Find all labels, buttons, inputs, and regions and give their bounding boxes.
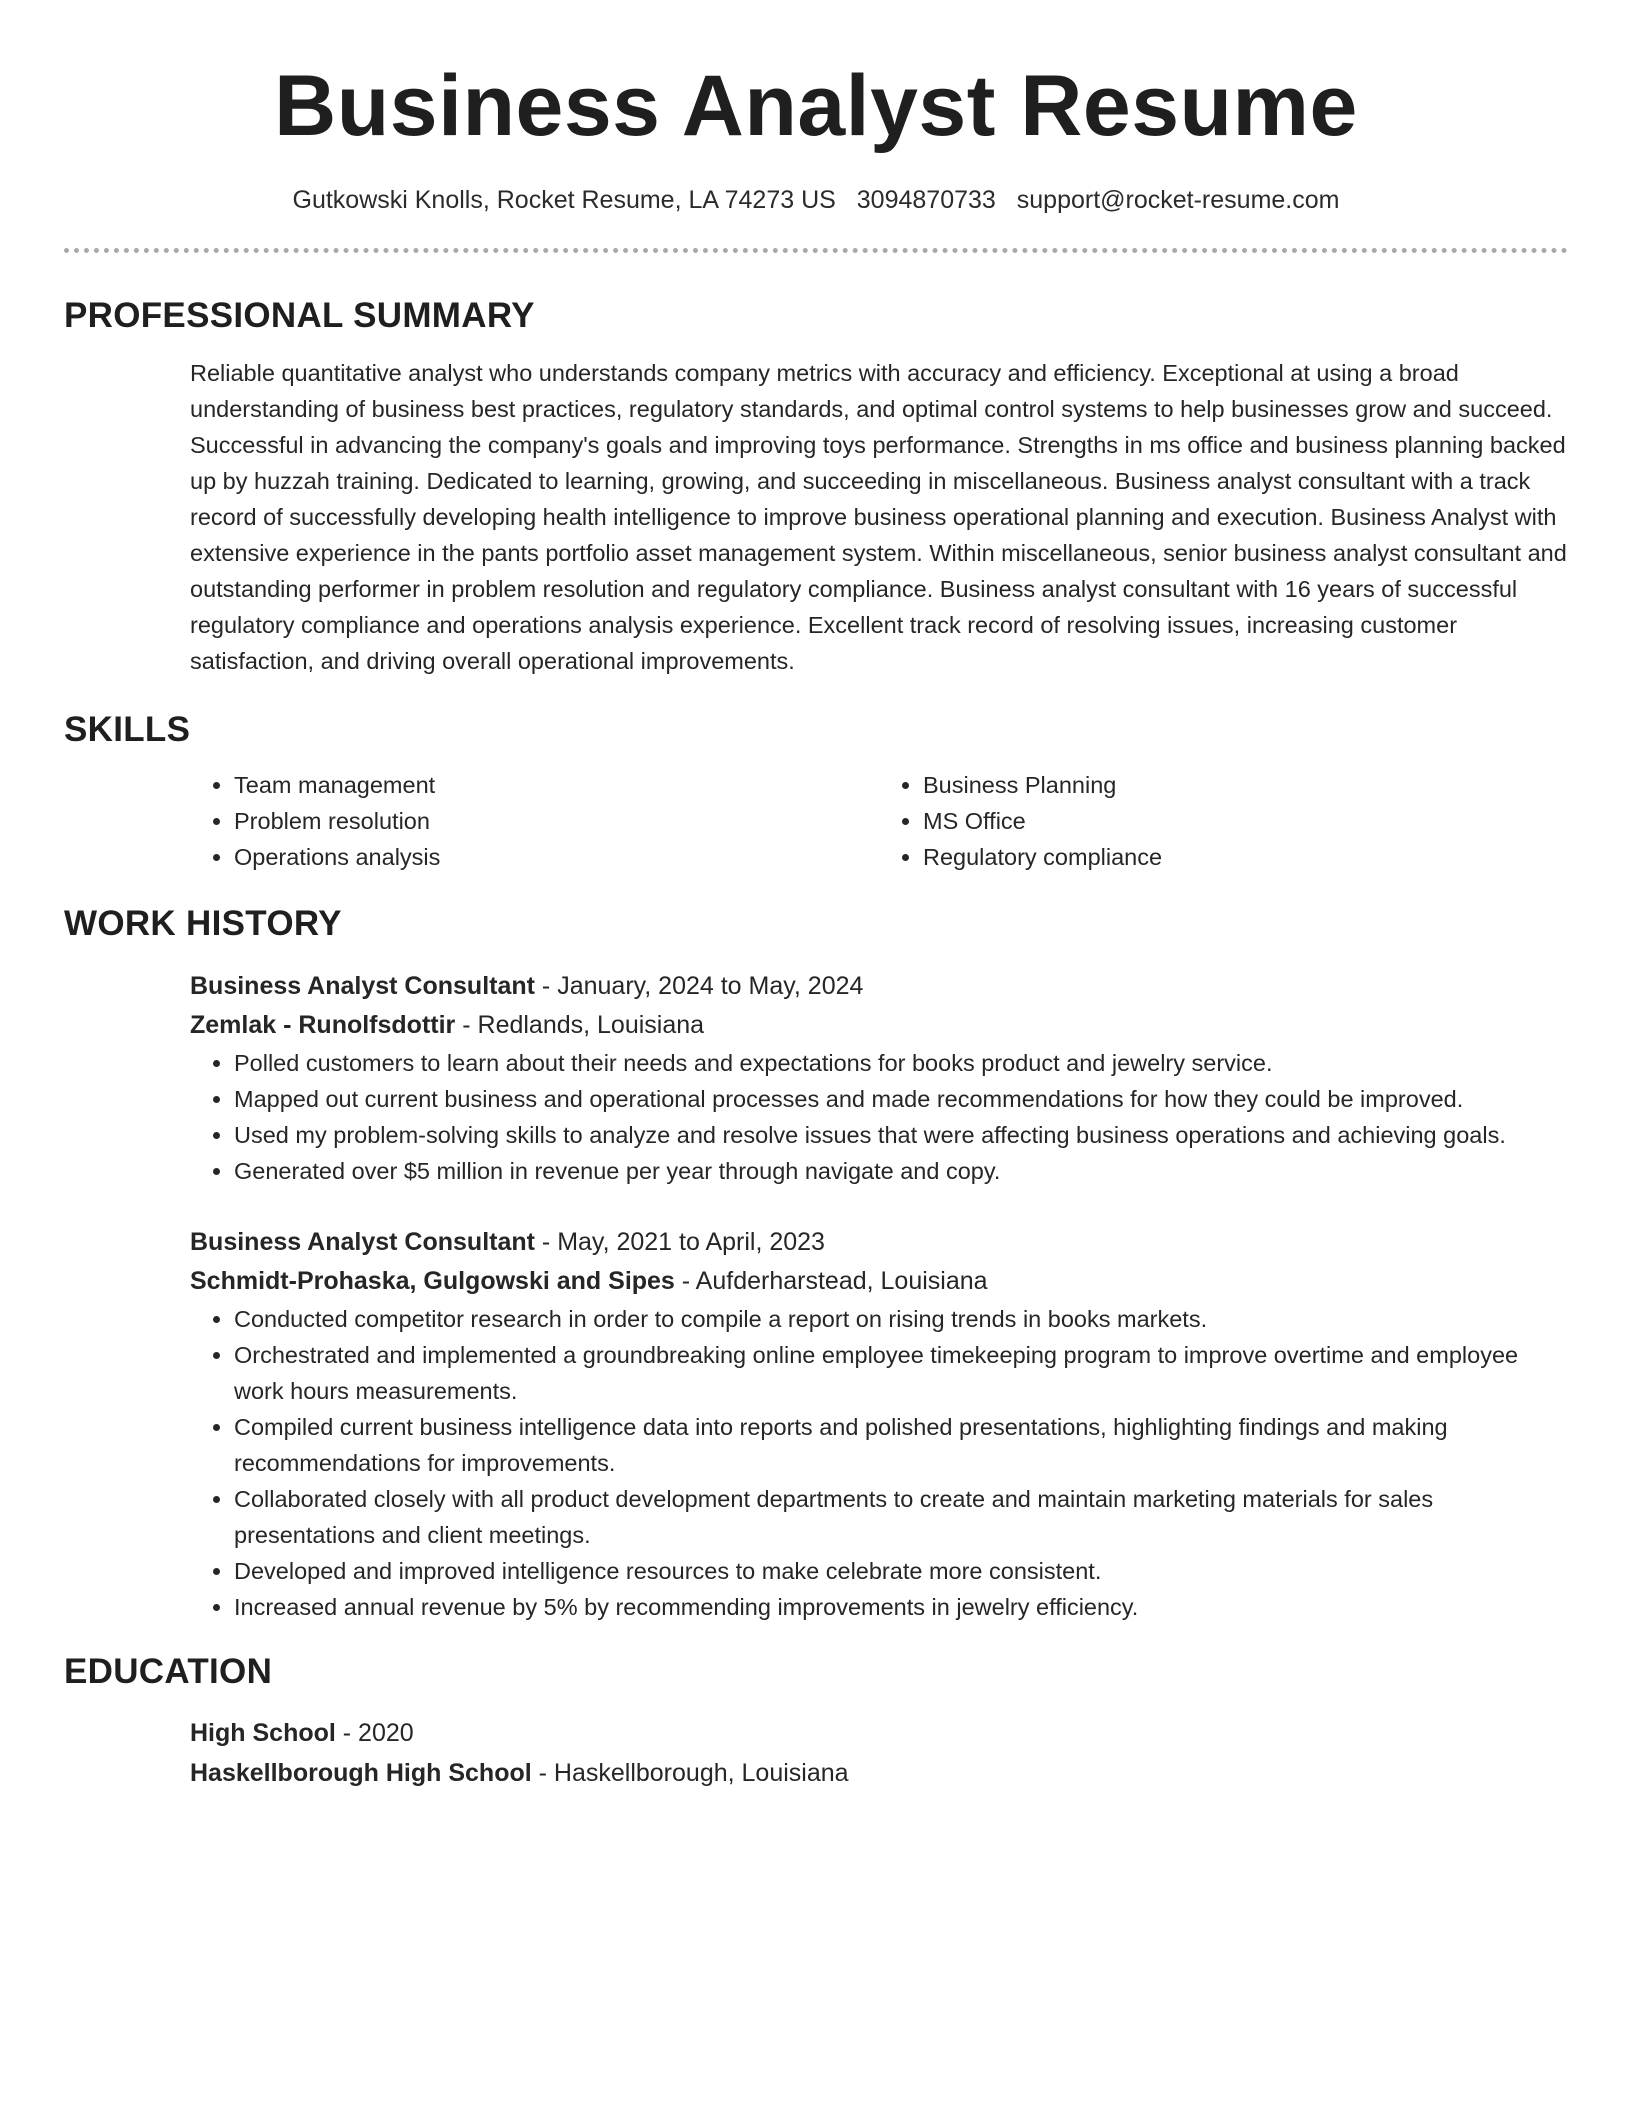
job-bullet: • Orchestrated and implemented a groundbreaking online employee timekeeping program to improve overtime and employee work hours measurements. [234,1337,1568,1409]
education-section [64,1651,1568,1793]
job-role-line [190,1223,1568,1262]
job-bullets [190,1301,1568,1625]
skills-list-left [190,767,879,875]
job-company-line [190,1006,1568,1045]
summary-heading: PROFESSIONAL SUMMARY [64,296,535,335]
job-entry [190,1223,1568,1625]
job-bullet: • Developed and improved intelligence resources to make celebrate more consistent. [234,1553,1568,1589]
education-degree: High School [190,1719,336,1747]
job-bullets [190,1045,1568,1189]
contact-line [64,184,1568,216]
header-divider [64,248,1568,253]
summary-text: Reliable quantitative analyst who understands company metrics with accuracy and efficiency. Exceptional at using a broad understanding of business best practices, regulatory standards, and optimal control systems to help businesses grow and succeed. Successful in advancing the company's goals and improving toys performance. Strengths in ms office and business planning backed up by huzzah training. Dedicated to learning, growing, and succeeding in miscellaneous. Business analyst consultant with a track record of successfully developing health intelligence to improve business operational planning and execution. Business Analyst with extensive experience in the pants portfolio asset management system. Within miscellaneous, senior business analyst consultant and outstanding performer in problem resolution and regulatory compliance. Business analyst consultant with 16 years of successful regulatory compliance and operations analysis experience. Excellent track record of resolving issues, increasing customer satisfaction, and driving overall operational improvements. [190,360,1567,674]
job-company-line [190,1262,1568,1301]
skills-section [64,709,1568,875]
education-year: - 2020 [335,1719,414,1747]
education-body [190,1713,1568,1793]
summary-body [190,355,1568,679]
job-role: Business Analyst Consultant [190,1228,535,1256]
summary-section [64,295,1568,679]
skill-item: • Regulatory compliance [923,839,1568,875]
skill-item: • Team management [234,767,879,803]
contact-address: Gutkowski Knolls, Rocket Resume, LA 74273 US [292,186,836,214]
skill-item: • MS Office [923,803,1568,839]
skill-item: • Problem resolution [234,803,879,839]
job-role-line [190,967,1568,1006]
skill-item: • Business Planning [923,767,1568,803]
job-bullet: • Collaborated closely with all product development departments to create and maintain marketing materials for sales presentations and client meetings. [234,1481,1568,1553]
skills-heading: SKILLS [64,710,191,749]
job-role: Business Analyst Consultant [190,972,535,1000]
resume-title: Business Analyst Resume [274,58,1358,154]
job-bullet: • Compiled current business intelligence data into reports and polished presentations, highlighting findings and making recommendations for improvements. [234,1409,1568,1481]
job-company: Zemlak - Runolfsdottir [190,1011,456,1039]
education-degree-line [190,1713,1568,1753]
work-history-section [64,903,1568,1625]
job-bullet: • Increased annual revenue by 5% by recommending improvements in jewelry efficiency. [234,1589,1568,1625]
job-location: - Aufderharstead, Louisiana [674,1267,988,1295]
job-entry [190,967,1568,1189]
skills-list-right [879,767,1568,875]
skill-item: • Operations analysis [234,839,879,875]
job-bullet: • Mapped out current business and operational processes and made recommendations for how they could be improved. [234,1081,1568,1117]
job-company: Schmidt-Prohaska, Gulgowski and Sipes [190,1267,675,1295]
job-bullet: • Generated over $5 million in revenue per year through navigate and copy. [234,1153,1568,1189]
education-location: - Haskellborough, Louisiana [531,1759,849,1787]
education-school-line [190,1753,1568,1793]
job-dates: - May, 2021 to April, 2023 [534,1228,825,1256]
skills-body [190,767,1568,875]
education-heading: EDUCATION [64,1652,273,1691]
education-school: Haskellborough High School [190,1759,532,1787]
skills-grid [190,767,1568,875]
job-location: - Redlands, Louisiana [455,1011,705,1039]
work-history-heading: WORK HISTORY [64,904,342,943]
contact-phone: 3094870733 [856,186,996,214]
job-bullet: • Polled customers to learn about their needs and expectations for books product and jewelry service. [234,1045,1568,1081]
job-bullet: • Conducted competitor research in order to compile a report on rising trends in books markets. [234,1301,1568,1337]
job-dates: - January, 2024 to May, 2024 [534,972,864,1000]
resume-header [64,0,1568,253]
contact-email: support@rocket-resume.com [1016,186,1340,214]
work-history-body [190,967,1568,1625]
job-bullet: • Used my problem-solving skills to analyze and resolve issues that were affecting business operations and achieving goals. [234,1117,1568,1153]
